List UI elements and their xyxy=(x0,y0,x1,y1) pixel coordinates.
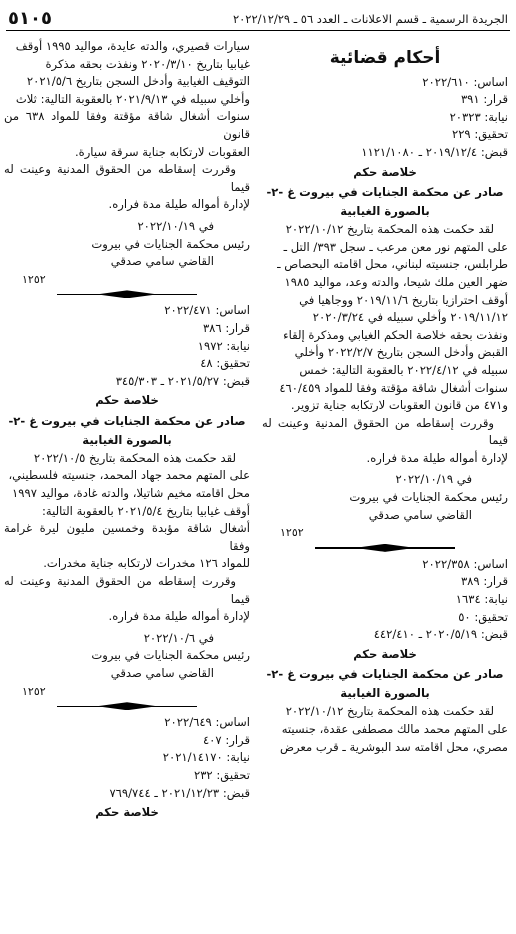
judgment-body xyxy=(262,221,508,467)
signature-court: رئيس محكمة الجنايات في بيروت xyxy=(91,236,250,251)
judgment-date: في ٢٠٢٢/١٠/١٩ xyxy=(137,218,214,233)
body-line: العقوبات لارتكابه جناية سرقة سيارة. xyxy=(74,144,250,159)
section-divider xyxy=(315,544,455,552)
meta-line: قبض: ٢٠٢١/١٢/٢٣ ـ ٧٦٩/٧٤٤ xyxy=(109,785,250,800)
summary-label: خلاصة حكم xyxy=(353,164,417,179)
meta-line: اساس: ٢٠٢٢/٦١٠ xyxy=(422,74,508,89)
signature-judge: القاضي سامي صدقي xyxy=(368,507,472,522)
court-heading: بالصورة الغيابية xyxy=(82,432,172,447)
meta-line: اساس: ٢٠٢٢/٤٧١ xyxy=(164,303,250,318)
body-line: القبض وأدخل السجن بتاريخ ٢٠٢٢/٢/٧ وأخلي xyxy=(294,345,508,360)
court-heading: بالصورة الغيابية xyxy=(340,204,430,219)
body-line: ٢٠١٩/١١/١٢ وأخلي سبيله في ٢٠٢٠/٣/٢٤ xyxy=(312,310,508,325)
body-line: أوقف احترازيا بتاريخ ٢٠١٩/١١/٦ ووجاهيا في xyxy=(299,292,508,307)
decision-line: وقررت إسقاطه من الحقوق المدنية وعينت له قيما xyxy=(262,415,508,448)
body-line: أوقف غيابيا بتاريخ ٢٠٢١/٥/٤ بالعقوبة التالية: xyxy=(41,503,250,518)
decision-line: لإدارة أمواله طيلة مدة فراره. xyxy=(366,450,508,465)
meta-line: قرار: ٣٨٩ xyxy=(460,574,508,589)
body-line: على المتهم محمد جهاد المحمد، جنسيته فلسطيني، xyxy=(8,468,250,483)
decision-line: وقررت إسقاطه من الحقوق المدنية وعينت له قيما xyxy=(4,162,250,194)
body-line: لقد حكمت هذه المحكمة بتاريخ ٢٠٢٢/١٠/٥ xyxy=(33,450,236,465)
body-line: للمواد ١٢٦ مخدرات لارتكابه جناية مخدرات. xyxy=(43,556,250,571)
court-heading: صادر عن محكمة الجنايات في بيروت غ -٢- xyxy=(266,185,504,200)
notice-number: ١٢٥٢ xyxy=(22,272,46,286)
body-line: وأخلي سبيله في ٢٠٢١/٩/١٣ بالعقوبة التالية: ثلاث xyxy=(15,91,250,106)
body-line: محل اقامته مخيم شاتيلا، والدته غادة، مواليد ١٩٩٧ xyxy=(12,486,250,501)
body-line: ضهر العين ملك شيحا، والدته وعد، مواليد ١٩٨٥ xyxy=(284,274,508,289)
summary-label: خلاصة حكم xyxy=(95,805,159,820)
signature-court: رئيس محكمة الجنايات في بيروت xyxy=(349,490,508,505)
section-title: أحكام قضائية xyxy=(329,48,441,68)
page-number: ٥١٠٥ xyxy=(8,8,52,29)
meta-line: قرار: ٣٩١ xyxy=(460,92,508,107)
signature-judge: القاضي سامي صدقي xyxy=(110,254,214,269)
signature-judge: القاضي سامي صدقي xyxy=(110,666,214,680)
signature-court: رئيس محكمة الجنايات في بيروت xyxy=(91,648,250,663)
body-line: لقد حكمت هذه المحكمة بتاريخ ٢٠٢٢/١٠/١٢ xyxy=(285,704,494,719)
body-line: سبيله في ٢٠٢٢/٤/١٢ بالعقوبة التالية: خمس xyxy=(299,362,508,377)
body-line: سنوات أشغال شاقة مؤقتة وفقا للمواد ٦٣٨ من قانون xyxy=(4,109,250,141)
body-line: طرابلس، جنسيته لبناني، محل اقامته البحصاص ـ xyxy=(277,257,508,272)
left-column xyxy=(4,38,250,824)
judgment-date: في ٢٠٢٢/١٠/٦ xyxy=(143,630,214,645)
summary-label: خلاصة حكم xyxy=(353,646,417,661)
meta-line: قبض: ٢٠٢١/٥/٢٧ ـ ٣٤٥/٣٠٣ xyxy=(115,373,250,388)
judgment-date: في ٢٠٢٢/١٠/١٩ xyxy=(395,472,472,487)
meta-line: تحقيق: ٤٨ xyxy=(200,356,250,371)
right-column xyxy=(262,38,508,756)
gazette-title: الجريدة الرسمية ـ قسم الاعلانات ـ العدد ٥٦ ـ ٢٠٢٢/١٢/٢٩ xyxy=(232,12,508,26)
meta-line: قبض: ٢٠١٩/١٢/٤ ـ ١١٢١/١٠٨٠ xyxy=(361,144,508,159)
body-line: على المتهم نور معن مرعب ـ سجل ٣٩٣/ التل ـ xyxy=(283,239,508,254)
meta-line: نيابة: ٢٠٢١/١٤١٧٠ xyxy=(162,750,250,765)
body-line: ونفذت بحقه خلاصة الحكم الغيابي ومذكرة إلقاء xyxy=(283,327,508,342)
body-line: التوقيف الغيابية وأدخل السجن بتاريخ ٢٠٢١/٥/٦ xyxy=(26,74,250,89)
meta-line: قرار: ٣٨٦ xyxy=(202,320,250,335)
court-heading: صادر عن محكمة الجنايات في بيروت غ -٢- xyxy=(266,667,504,682)
decision-line: لإدارة أمواله طيلة مدة فراره. xyxy=(108,197,250,212)
meta-line: قبض: ٢٠٢٠/٥/١٩ ـ ٤٤٢/٤١٠ xyxy=(373,627,508,642)
section-divider xyxy=(57,702,197,710)
meta-line: نيابة: ٢٠٣٢٣ xyxy=(449,109,508,124)
body-line: و٤٧١ من قانون العقوبات لارتكابه جناية تزوير. xyxy=(290,398,508,413)
decision-line: لإدارة أمواله طيلة مدة فراره. xyxy=(108,609,250,624)
meta-line: تحقيق: ٢٢٩ xyxy=(451,127,508,142)
case-meta xyxy=(262,74,508,162)
court-heading: بالصورة الغيابية xyxy=(340,686,430,701)
judgment-body xyxy=(4,38,250,214)
body-line: على المتهم محمد مالك مصطفى عقدة، جنسيته xyxy=(281,722,508,736)
court-heading: صادر عن محكمة الجنايات في بيروت غ -٢- xyxy=(8,413,246,428)
body-line: غيابيا بتاريخ ٢٠٢٠/٣/١٠ ونفذت بحقه مذكرة xyxy=(45,56,250,71)
meta-line: قرار: ٤٠٧ xyxy=(202,732,250,747)
meta-line: اساس: ٢٠٢٢/٣٥٨ xyxy=(422,556,508,571)
meta-line: تحقيق: ٥٠ xyxy=(458,609,508,624)
body-line: سنوات أشغال شاقة مؤقتة وفقا للمواد ٤٦٠/٤٥٩ xyxy=(279,380,508,395)
notice-number: ١٢٥٢ xyxy=(22,684,46,698)
section-divider xyxy=(57,290,197,298)
meta-line: تحقيق: ٢٣٢ xyxy=(193,767,250,782)
body-line: لقد حكمت هذه المحكمة بتاريخ ٢٠٢٢/١٠/١٢ xyxy=(285,222,494,237)
notice-number: ١٢٥٢ xyxy=(280,526,304,540)
summary-label: خلاصة حكم xyxy=(95,393,159,408)
meta-line: اساس: ٢٠٢٢/٦٤٩ xyxy=(164,715,250,730)
case-meta xyxy=(262,556,508,644)
body-line: أشغال شاقة مؤبدة وخمسين مليون ليرة غرامة وفقا xyxy=(4,521,250,553)
case-meta xyxy=(4,302,250,390)
decision-line: وقررت إسقاطه من الحقوق المدنية وعينت له قيما xyxy=(4,574,250,606)
meta-line: نيابة: ١٩٧٢ xyxy=(197,338,250,353)
judgment-body xyxy=(4,450,250,626)
judgment-body xyxy=(262,703,508,756)
page-header xyxy=(6,8,510,31)
body-line: مصري، محل اقامته سد البوشرية ـ قرب معرض xyxy=(279,739,508,754)
meta-line: نيابة: ١٦٣٤ xyxy=(455,592,508,607)
case-meta xyxy=(4,714,250,802)
body-line: سيارات قصيري، والدته عايدة، مواليد ١٩٩٥ أوقف xyxy=(15,39,250,53)
